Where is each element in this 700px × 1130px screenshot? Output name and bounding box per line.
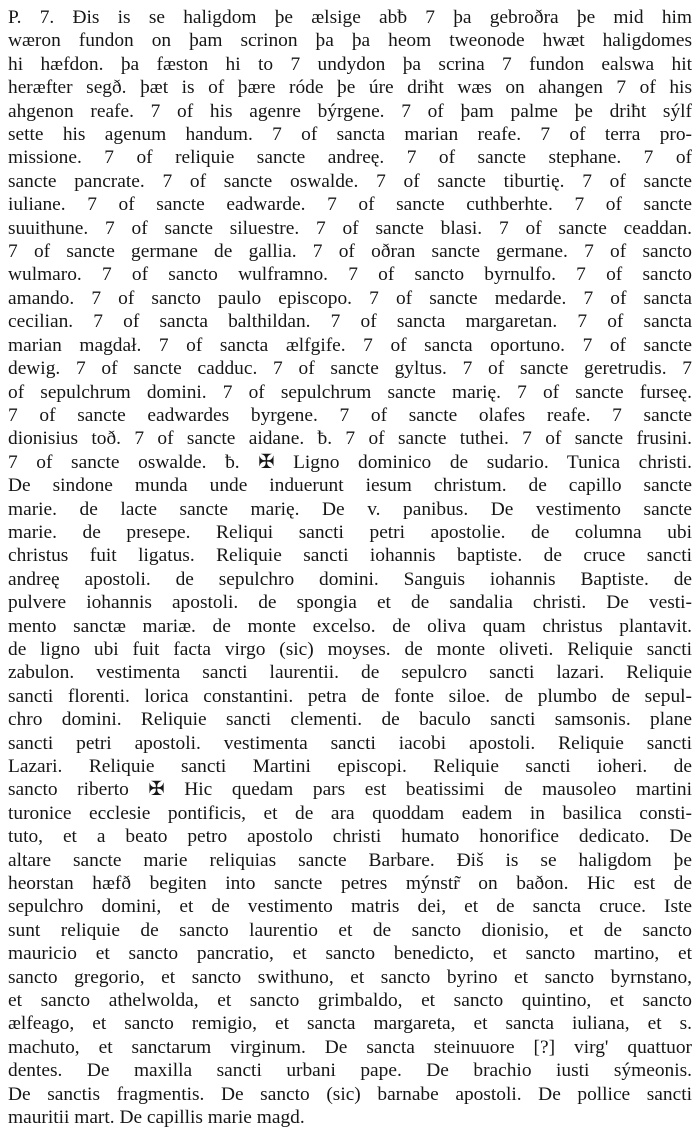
text-line: ælfeago, et sancto remigio, et sancta margareta, et sancta iuliana, et s.	[8, 1013, 692, 1035]
text-line: dionisius toð. 7 of sancte aidane. ƀ. 7 of sancte tuthei. 7 of sancte frusini.	[8, 428, 692, 450]
text-line: marie. de presepe. Reliqui sancti petri apostolie. de columna ubi	[8, 521, 692, 543]
text-line: De sanctis fragmentis. De sancto (sic) barnabe apostoli. De pollice sancti	[8, 1083, 692, 1105]
text-line: marie. de lacte sancte marię. De v. panibus. De vestimento sancte	[8, 498, 692, 520]
text-line: de ligno ubi fuit facta virgo (sic) moyses. de monte oliveti. Reliquie sancti	[8, 638, 692, 660]
text-line: iuliane. 7 of sancte eadwarde. 7 of sancte cuthberhte. 7 of sancte	[8, 194, 692, 216]
text-line: missione. 7 of reliquie sancte andreę. 7 of sancte stephane. 7 of	[8, 147, 692, 169]
text-line: 7 of sancte oswalde. ƀ. ✠ Ligno dominico de sudario. Tunica christi.	[8, 451, 692, 473]
text-line: wulmaro. 7 of sancto wulframno. 7 of sancto byrnulfo. 7 of sancto	[8, 264, 692, 286]
text-line: marian magdał. 7 of sancta ælfgife. 7 of sancta oportuno. 7 of sancte	[8, 334, 692, 356]
text-line: sepulchro domini, et de vestimento matris dei, et de sancta cruce. Iste	[8, 896, 692, 918]
text-line: dewig. 7 of sancte cadduc. 7 of sancte gyltus. 7 of sancte geretrudis. 7	[8, 358, 692, 380]
text-line: mento sanctæ mariæ. de monte excelso. de oliva quam christus plantavit.	[8, 615, 692, 637]
text-line: cecilian. 7 of sancta balthildan. 7 of sancta margaretan. 7 of sancta	[8, 311, 692, 333]
text-line: heræfter segð. þæt is of þære róde þe úre driħt wæs on ahangen 7 of his	[8, 77, 692, 99]
text-line: sancte pancrate. 7 of sancte oswalde. 7 of sancte tiburtię. 7 of sancte	[8, 170, 692, 192]
text-line: Lazari. Reliquie sancti Martini episcopi. Reliquie sancti ioheri. de	[8, 756, 692, 777]
text-line: sancti petri apostoli. vestimenta sancti iacobi apostoli. Reliquie sancti	[8, 732, 692, 754]
text-line: sunt reliquie de sancto laurentio et de sancto dionisio, et de sancto	[8, 919, 692, 941]
text-line: 7 of sancte eadwardes byrgene. 7 of sancte olafes reafe. 7 sancte	[8, 404, 692, 426]
text-line: heorstan hæfð begiten into sancte petres mýnstr̃ on baðon. Hic est de	[8, 873, 692, 895]
text-line: chro domini. Reliquie sancti clementi. de baculo sancti samsonis. plane	[8, 709, 692, 731]
text-line: turonice ecclesie pontificis, et de ara quoddam eadem in basilica consti-	[8, 802, 692, 824]
text-line: sancti florenti. lorica constantini. petra de fonte siloe. de plumbo de sepul-	[8, 685, 692, 707]
text-line: andreę apostoli. de sepulchro domini. Sanguis iohannis Baptiste. de	[8, 568, 692, 590]
text-line: De sindone munda unde induerunt iesum christum. de capillo sancte	[8, 475, 692, 497]
text-line: wæron fundon on þam scrinon þa þa heom tweonode hwæt haligdomes	[8, 30, 692, 52]
text-line: suuithune. 7 of sancte siluestre. 7 of sancte blasi. 7 of sancte ceaddan.	[8, 217, 692, 239]
text-line: amando. 7 of sancto paulo episcopo. 7 of sancte medarde. 7 of sancta	[8, 287, 692, 309]
text-line: ahgenon reafe. 7 of his agenre býrgene. 7 of þam palme þe driħt sýlf	[8, 100, 692, 122]
text-line: sancto gregorio, et sancto swithuno, et sancto byrino et sancto byrnstano,	[8, 966, 692, 988]
text-line: christus fuit ligatus. Reliquie sancti iohannis baptiste. de cruce sancti	[8, 545, 692, 567]
text-line: dentes. De maxilla sancti urbani pape. De brachio iusti sýmeonis.	[8, 1060, 692, 1082]
text-line: mauricio et sancto pancratio, et sancto benedicto, et sancto martino, et	[8, 943, 692, 965]
text-line: sancto riberto ✠ Hic quedam pars est beatissimi de mausoleo martini	[8, 779, 692, 801]
text-line: machuto, et sanctarum virginum. De sancta steinuuore [?] virg' quattuor	[8, 1036, 692, 1058]
text-line: pulvere iohannis apostoli. de spongia et de sandalia christi. De vesti-	[8, 592, 692, 614]
text-line: 7 of sancte germane de gallia. 7 of oðran sancte germane. 7 of sancto	[8, 241, 692, 263]
text-line: hi hæfdon. þa fæston hi to 7 undydon þa scrina 7 fundon ealswa hit	[8, 53, 692, 75]
text-line: sette his agenum handum. 7 of sancta marian reafe. 7 of terra pro-	[8, 124, 692, 146]
text-line: P. 7. Ðis is se haligdom þe ælsige abƀ 7 þa gebroðra þe mid him	[8, 7, 692, 28]
text-line: zabulon. vestimenta sancti laurentii. de sepulcro sancti lazari. Reliquie	[8, 662, 692, 684]
text-line: of sepulchrum domini. 7 of sepulchrum sancte marię. 7 of sancte furseę.	[8, 381, 692, 403]
text-line: tuto, et a beato petro apostolo christi humato honorifice dedicato. De	[8, 826, 692, 848]
text-line: et sancto athelwolda, et sancto grimbaldo, et sancto quintino, et sancto	[8, 990, 692, 1012]
text-line: altare sancte marie reliquias sancte Barbare. Ðiš is se haligdom þe	[8, 849, 692, 871]
text-line: mauritii mart. De capillis marie magd.	[8, 1107, 305, 1129]
